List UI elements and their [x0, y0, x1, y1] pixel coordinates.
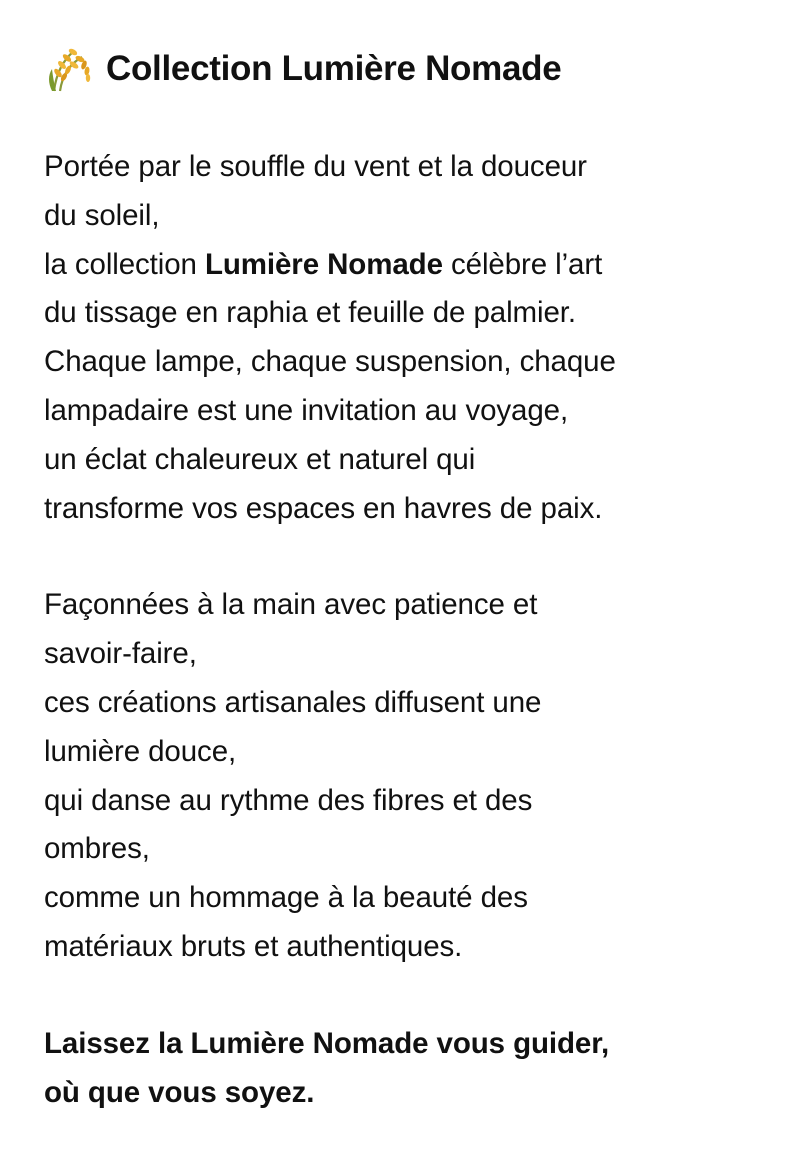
text-line: où que vous soyez. [44, 1075, 315, 1109]
text-line: comme un hommage à la beauté des [44, 881, 528, 915]
text-line: Façonnées à la main avec patience et [44, 588, 538, 622]
text-fragment: la collection [44, 247, 205, 281]
text-line: du soleil, [44, 198, 160, 232]
text-line: un éclat chaleureux et naturel qui [44, 442, 476, 476]
message-body [44, 40, 784, 1117]
text-line: lumière douce, [44, 734, 237, 768]
paragraph-intro [44, 143, 784, 533]
page-title: Collection Lumière Nomade [106, 48, 562, 88]
rice-sheaf-icon [44, 43, 94, 93]
paragraph-closing [44, 1020, 784, 1118]
text-line: ces créations artisanales diffusent une [44, 685, 542, 719]
text-fragment: célèbre l’art [442, 247, 603, 281]
text-line: Portée par le souffle du vent et la douceur [44, 150, 587, 183]
title-row [44, 40, 784, 96]
text-line: transforme vos espaces en havres de paix. [44, 491, 603, 525]
brand-name-bold: Lumière Nomade [204, 247, 443, 281]
text-line: lampadaire est une invitation au voyage, [44, 393, 569, 427]
text-line [44, 241, 784, 290]
text-line: savoir-faire, [44, 637, 197, 671]
text-line: Chaque lampe, chaque suspension, chaque [44, 345, 616, 379]
text-line: du tissage en raphia et feuille de palmier. [44, 296, 576, 330]
paragraph-craft [44, 581, 784, 971]
text-line: ombres, [44, 832, 150, 866]
text-line: matériaux bruts et authentiques. [44, 929, 463, 963]
text-line: Laissez la Lumière Nomade vous guider, [44, 1026, 610, 1060]
text-line: qui danse au rythme des fibres et des [44, 783, 533, 817]
